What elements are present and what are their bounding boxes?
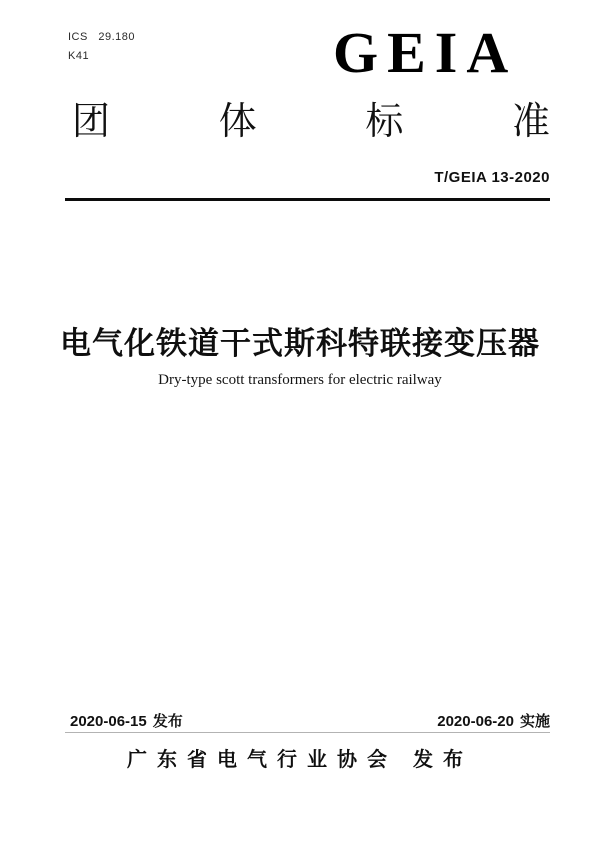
implement-date-group bbox=[437, 710, 550, 731]
issue-date-label: 发布 bbox=[152, 713, 183, 730]
issue-date-group bbox=[70, 710, 183, 731]
implement-date-label: 实施 bbox=[519, 713, 550, 730]
doc-type-char: 准 bbox=[511, 101, 550, 143]
ics-code-block bbox=[68, 28, 135, 67]
doc-type-heading bbox=[72, 100, 550, 144]
standard-number: T/GEIA 13-2020 bbox=[434, 169, 550, 186]
doc-type-char: 体 bbox=[218, 101, 257, 143]
header-divider-rule bbox=[65, 198, 550, 201]
doc-type-char: 团 bbox=[72, 101, 111, 143]
issue-date: 2020-06-15 bbox=[70, 713, 147, 730]
document-title-chinese: 电气化铁道干式斯科特联接变压器 bbox=[60, 326, 540, 361]
publisher-name: 广东省电气行业协会 bbox=[127, 749, 397, 771]
document-title-english: Dry-type scott transformers for electric railway bbox=[158, 372, 442, 388]
publisher-action-label: 发布 bbox=[413, 749, 473, 771]
dates-row bbox=[70, 710, 550, 731]
geia-logo: GEIA bbox=[333, 20, 518, 85]
doc-type-char: 标 bbox=[365, 101, 404, 143]
ics-code: ICS 29.180 bbox=[68, 31, 136, 43]
footer-divider-rule bbox=[65, 732, 550, 733]
implement-date: 2020-06-20 bbox=[437, 713, 514, 730]
publisher-row bbox=[0, 743, 600, 772]
classification-code: K41 bbox=[68, 50, 90, 63]
